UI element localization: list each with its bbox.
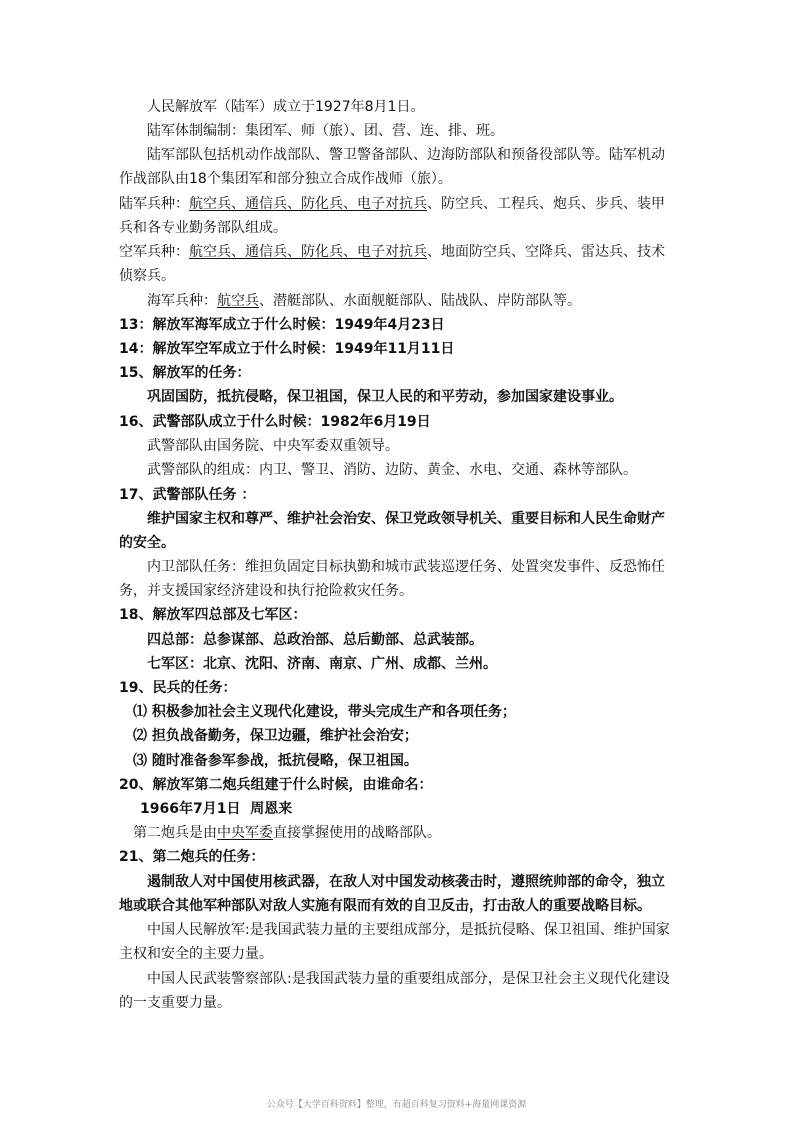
list-item: ⑴ 积极参加社会主义现代化建设，带头完成生产和各项任务； <box>133 704 516 720</box>
question-heading: 13：解放军海军成立于什么时候：1949年4月23日 <box>119 317 445 333</box>
page-footer: 公众号【大学百科资料】整理，有超百科复习资料+海量网课资源 <box>266 1100 527 1110</box>
text-line: 中国人民武装警察部队:是我国武装力量的重要组成部分，是保卫社会主义现代化建设 <box>147 971 670 987</box>
underlined-text: 航空兵、通信兵、防化兵、电子对抗兵 <box>189 196 427 212</box>
question-heading: 17、武警部队任务 ： <box>119 487 256 503</box>
text-segment: 、防空兵、工程兵、炮兵、步兵、装甲 <box>427 196 665 212</box>
text-line <box>147 292 581 310</box>
text-line: 的一支重要力量。 <box>119 995 231 1011</box>
list-item: ⑵ 担负战备勤务，保卫边疆，维护社会治安； <box>133 728 418 744</box>
text-line: 武警部队的组成：内卫、警卫、消防、边防、黄金、水电、交通、森林等部队。 <box>147 462 637 478</box>
text-line <box>119 243 665 261</box>
underlined-text: 航空兵 <box>217 293 259 309</box>
text-line: 陆军体制编制：集团军、师（旅）、团、营、连、排、班。 <box>147 123 504 139</box>
question-heading: 18、解放军四总部及七军区： <box>119 607 307 623</box>
text-line: 人民解放军（陆军）成立于1927年8月1日。 <box>147 99 425 115</box>
question-heading: 20、解放军第二炮兵组建于什么时候，由谁命名： <box>119 777 433 793</box>
text-line <box>133 824 441 842</box>
text-line: 中国人民解放军:是我国武装力量的主要组成部分，是抵抗侵略、保卫祖国、维护国家 <box>147 922 670 938</box>
question-heading: 21、第二炮兵的任务： <box>119 849 265 865</box>
answer-text: 的安全。 <box>119 535 175 551</box>
text-line: 作战部队由18个集团军和部分独立合成作战师（旅）。 <box>119 171 452 187</box>
text-line: 侦察兵。 <box>119 268 175 284</box>
text-line <box>119 195 665 213</box>
answer-text: 遏制敌人对中国使用核武器，在敌人对中国发动核袭击时，遵照统帅部的命令，独立 <box>147 874 665 890</box>
answer-text: 四总部：总参谋部、总政治部、总后勤部、总武装部。 <box>147 632 483 648</box>
question-heading: 19、民兵的任务： <box>119 680 237 696</box>
text-segment: 、地面防空兵、空降兵、雷达兵、技术 <box>427 244 665 260</box>
question-heading: 14：解放军空军成立于什么时候：1949年11月11日 <box>119 341 455 357</box>
answer-text: 地或联合其他军种部队对敌人实施有限而有效的自卫反击，打击敌人的重要战略目标。 <box>119 898 651 914</box>
text-segment: 空军兵种： <box>119 244 189 260</box>
text-segment: 第二炮兵是由 <box>133 825 217 841</box>
answer-text: 七军区：北京、沈阳、济南、南京、广州、成都、兰州。 <box>147 656 497 672</box>
answer-text: 巩固国防，抵抗侵略，保卫祖国，保卫人民的和平劳动，参加国家建设事业。 <box>147 389 623 405</box>
text-line: 兵和各专业勤务部队组成。 <box>119 220 287 236</box>
text-line: 内卫部队任务：维担负固定目标执勤和城市武装巡逻任务、处置突发事件、反恐怖任 <box>147 559 665 575</box>
text-line: 主权和安全的主要力量。 <box>119 946 273 962</box>
underlined-text: 航空兵、通信兵、防化兵、电子对抗兵 <box>189 244 427 260</box>
answer-text: 1966年7月1日 周恩来 <box>140 801 293 817</box>
underlined-text: 中央军委 <box>217 825 273 841</box>
list-item: ⑶ 随时准备参军参战，抵抗侵略，保卫祖国。 <box>133 753 418 769</box>
question-heading: 15、解放军的任务： <box>119 365 251 381</box>
text-segment: 、潜艇部队、水面舰艇部队、陆战队、岸防部队等。 <box>259 293 581 309</box>
text-line: 武警部队由国务院、中央军委双重领导。 <box>147 438 399 454</box>
text-segment: 陆军兵种： <box>119 196 189 212</box>
question-heading: 16、武警部队成立于什么时候：1982年6月19日 <box>119 414 431 430</box>
text-segment: 海军兵种： <box>147 293 217 309</box>
text-line: 陆军部队包括机动作战部队、警卫警备部队、边海防部队和预备役部队等。陆军机动 <box>147 147 665 163</box>
answer-text: 维护国家主权和尊严、维护社会治安、保卫党政领导机关、重要目标和人民生命财产 <box>147 511 665 527</box>
text-line: 务，并支援国家经济建设和执行抢险救灾任务。 <box>119 583 413 599</box>
text-segment: 直接掌握使用的战略部队。 <box>273 825 441 841</box>
